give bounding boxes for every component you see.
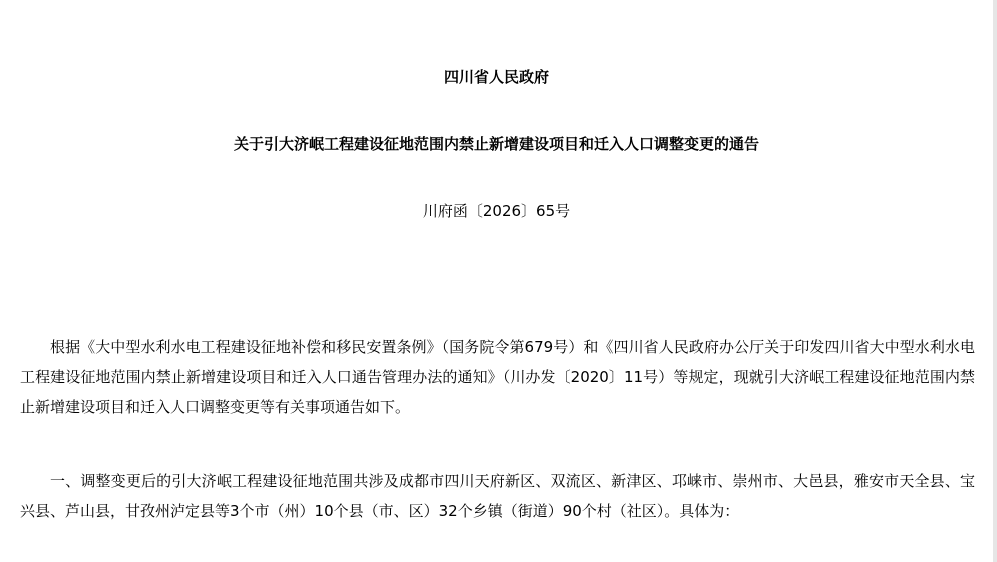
document-number: 川府函〔2026〕65号 xyxy=(422,202,571,220)
notice-title: 关于引大济岷工程建设征地范围内禁止新增建设项目和迁入人口调整变更的通告 xyxy=(233,135,759,153)
vertical-scrollbar[interactable] xyxy=(993,0,997,562)
body-paragraph-item-1: 一、调整变更后的引大济岷工程建设征地范围共涉及成都市四川天府新区、双流区、新津区、邛崃市、崇州市、大邑县，雅安市天全县、宝兴县、芦山县，甘孜州泸定县等3个市（州）10个县（市、区）32个乡镇（街道）90个村（社区）。具体为： xyxy=(20,472,975,520)
body-paragraph-intro: 根据《大中型水利水电工程建设征地补偿和移民安置条例》（国务院令第679号）和《四川省人民政府办公厅关于印发四川省大中型水利水电工程建设征地范围内禁止新增建设项目和迁入人口通告管理办法的通知》（川办发〔2020〕11号）等规定，现就引大济岷工程建设征地范围内禁止新增建设项目和迁入人口调整变更等有关事项通告如下。 xyxy=(20,338,975,416)
issuer-heading: 四川省人民政府 xyxy=(443,68,549,86)
